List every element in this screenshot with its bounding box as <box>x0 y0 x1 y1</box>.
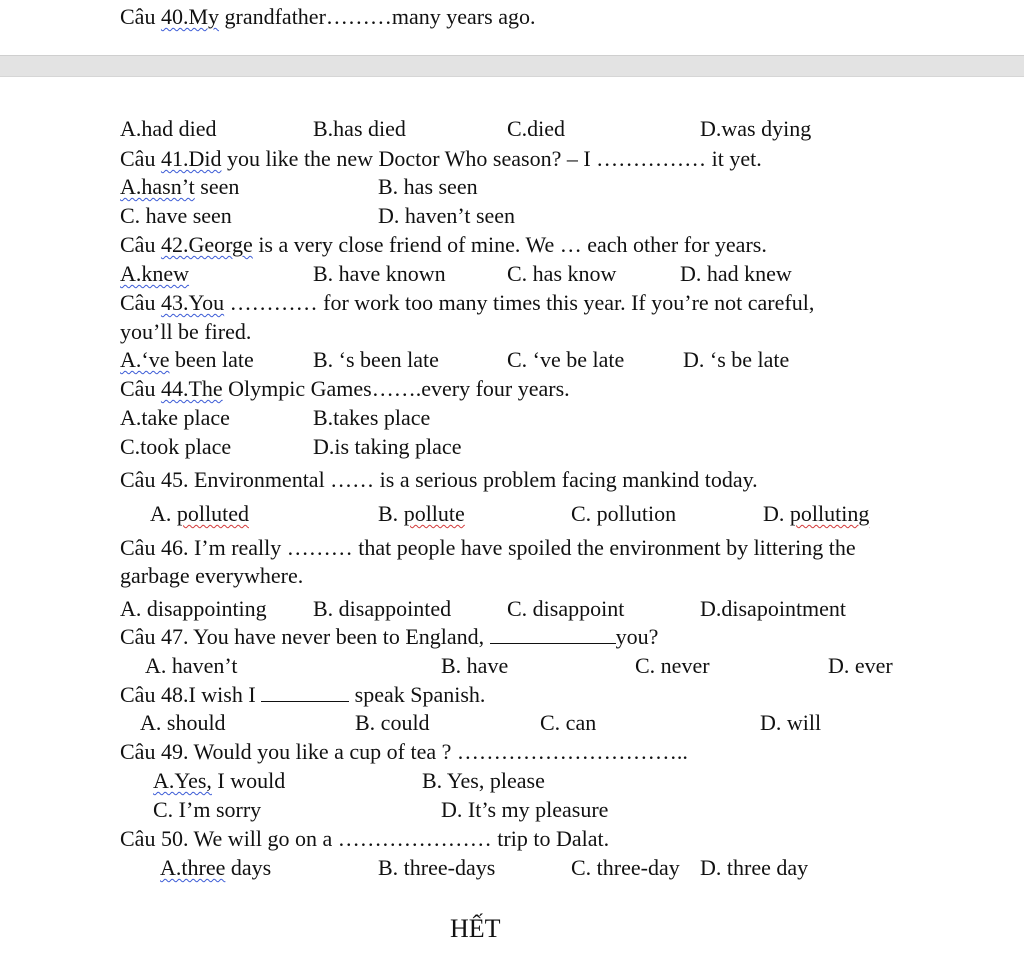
question-43-continued: you’ll be fired. <box>120 319 252 344</box>
option-letter: A. <box>150 501 177 526</box>
q42-option-a <box>120 263 189 285</box>
question-number: Câu <box>120 290 161 315</box>
q43-option-b: B. ‘s been late <box>313 347 439 372</box>
question-ref: 41.Did <box>160 146 222 171</box>
q46-option-d: D.disapointment <box>700 596 847 621</box>
q48-option-b: B. could <box>355 710 430 735</box>
q47-option-c: C. never <box>635 653 710 678</box>
q46-option-a: A. disappointing <box>120 596 267 621</box>
option-text: pollute <box>403 501 465 526</box>
q50-option-c: C. three-day <box>571 855 680 880</box>
option-text: days <box>225 855 272 880</box>
option-text: polluting <box>789 501 870 526</box>
question-text-end: speak Spanish. <box>349 682 486 707</box>
q50-option-b: B. three-days <box>378 855 496 880</box>
q49-option-a <box>153 770 285 792</box>
q41-option-c: C. have seen <box>120 203 232 228</box>
option-text: polluted <box>176 501 249 526</box>
option-ref: A.‘ve <box>120 347 170 372</box>
question-46-continued: garbage everywhere. <box>120 563 304 588</box>
q46-option-c: C. disappoint <box>507 596 625 621</box>
q48-option-d: D. will <box>760 710 822 735</box>
q42-option-b: B. have known <box>313 261 446 286</box>
q49-option-c: C. I’m sorry <box>153 797 262 822</box>
question-40 <box>120 6 535 28</box>
q49-option-d: D. It’s my pleasure <box>441 797 609 822</box>
question-number: Câu <box>120 146 161 171</box>
question-50: Câu 50. We will go on a ………………… trip to Dalat. <box>120 826 610 851</box>
q44-option-b: B.takes place <box>313 405 431 430</box>
question-42 <box>120 234 767 256</box>
question-number: Câu <box>120 4 156 29</box>
question-44 <box>120 378 570 400</box>
q40-option-b: B.has died <box>313 116 406 141</box>
option-text: I would <box>211 768 286 793</box>
q48-option-a: A. should <box>140 710 226 735</box>
question-41 <box>120 148 762 170</box>
question-number: Câu <box>120 232 161 257</box>
question-ref: 44.The <box>160 376 223 401</box>
end-marker: HẾT <box>450 914 501 943</box>
question-text: Câu 48.I wish I <box>120 682 262 707</box>
page-gap <box>0 55 1024 77</box>
answer-blank <box>261 685 349 702</box>
q44-option-a: A.take place <box>120 405 230 430</box>
question-text: you like the new Doctor Who season? – I …………… it yet. <box>221 146 762 171</box>
q50-option-a <box>160 857 271 879</box>
question-ref: 43.You <box>160 290 225 315</box>
question-46: Câu 46. I’m really ……… that people have spoiled the environment by littering the <box>120 535 856 560</box>
question-45: Câu 45. Environmental …… is a serious problem facing mankind today. <box>120 467 758 492</box>
question-ref: 40.My <box>160 4 220 29</box>
question-47 <box>120 626 658 648</box>
q41-option-b: B. has seen <box>378 174 478 199</box>
question-number: Câu <box>120 376 161 401</box>
question-text: is a very close friend of mine. We … each other for years. <box>252 232 767 257</box>
q40-option-d: D.was dying <box>700 116 812 141</box>
q44-option-c: C.took place <box>120 434 232 459</box>
question-text: ………… for work too many times this year. If you’re not careful, <box>224 290 815 315</box>
q50-option-d: D. three day <box>700 855 809 880</box>
q47-option-a: A. haven’t <box>145 653 238 678</box>
q40-option-a: A.had died <box>120 116 217 141</box>
q40-option-c: C.died <box>507 116 566 141</box>
q42-option-d: D. had knew <box>680 261 792 286</box>
option-ref: A.hasn’t <box>120 174 195 199</box>
q43-option-a <box>120 349 254 371</box>
option-text: seen <box>194 174 240 199</box>
question-ref: 42.George <box>160 232 253 257</box>
q44-option-d: D.is taking place <box>313 434 462 459</box>
q45-option-b <box>378 503 465 525</box>
q47-option-d: D. ever <box>828 653 893 678</box>
answer-blank <box>490 627 616 644</box>
question-text: Olympic Games…….every four years. <box>222 376 570 401</box>
option-text: been late <box>169 347 254 372</box>
q45-option-a <box>150 503 249 525</box>
q41-option-d: D. haven’t seen <box>378 203 516 228</box>
q45-option-c: C. pollution <box>571 501 677 526</box>
question-text-end: you? <box>615 624 659 649</box>
q46-option-b: B. disappointed <box>313 596 452 621</box>
option-ref: A.Yes, <box>153 768 212 793</box>
option-letter: B. <box>378 501 404 526</box>
q41-option-a <box>120 176 239 198</box>
q45-option-d <box>763 503 869 525</box>
q48-option-c: C. can <box>540 710 597 735</box>
q49-option-b: B. Yes, please <box>422 768 545 793</box>
option-text: A.knew <box>120 261 190 286</box>
q47-option-b: B. have <box>441 653 509 678</box>
q43-option-c: C. ‘ve be late <box>507 347 625 372</box>
option-ref: A.three <box>160 855 226 880</box>
q42-option-c: C. has know <box>507 261 617 286</box>
question-48 <box>120 684 485 706</box>
option-letter: D. <box>763 501 790 526</box>
question-49: Câu 49. Would you like a cup of tea ? ………………………….. <box>120 739 688 764</box>
q43-option-d: D. ‘s be late <box>683 347 790 372</box>
question-text: grandfather………many years ago. <box>219 4 536 29</box>
question-text: Câu 47. You have never been to England, <box>120 624 490 649</box>
question-43 <box>120 292 814 314</box>
